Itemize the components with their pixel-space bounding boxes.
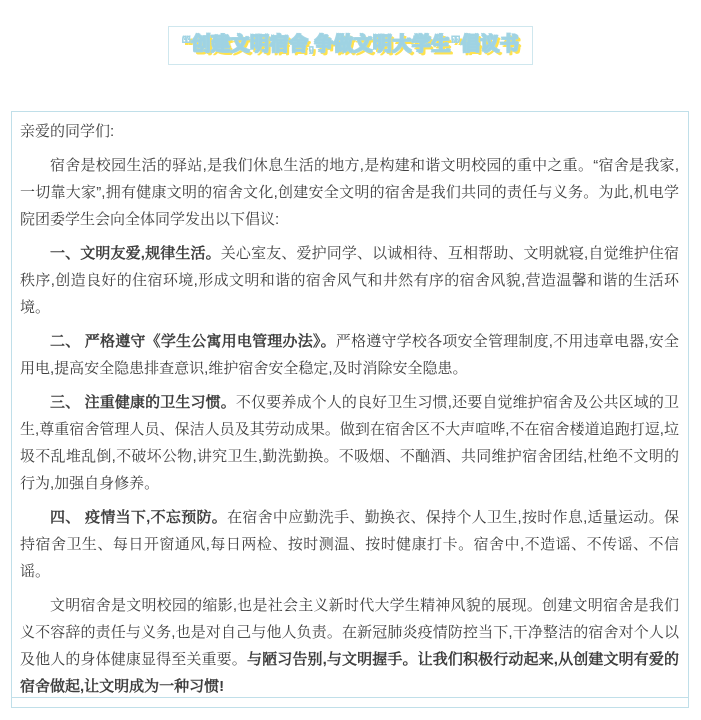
paragraph-text: 关心室友、爱护同学、以诚相待、互相帮助、文明就寝,自觉维护住宿秩序,创造良好的住宿环境,形成文明和谐的宿舍风气和井然有序的宿舍风貌,营造温馨和谐的生活环境。	[20, 245, 680, 316]
paragraph-tail: 与陋习告别,与文明握手。让我们积极行动起来,从创建文明有爱的宿舍做起,让文明成为一种习惯!	[20, 651, 679, 695]
title-banner	[0, 0, 701, 65]
paragraph-lead: 四、 疫情当下,不忘预防。	[50, 509, 228, 526]
paragraph-text: 宿舍是校园生活的驿站,是我们休息生活的地方,是构建和谐文明校园的重中之重。“宿舍是我家,一切靠大家”,拥有健康文明的宿舍文化,创建安全文明的宿舍是我们共同的责任与义务。为此,机电学院团委学生会向全体同学发出以下倡议:	[20, 157, 679, 228]
initiative-item-3	[20, 389, 679, 497]
paragraph-closing	[20, 592, 679, 698]
paragraph-text: 文明宿舍是文明校园的缩影,也是社会主义新时代大学生精神风貌的展现。创建文明宿舍是我们义不容辞的责任与义务,也是对自己与他人负责。在新冠肺炎疫情防控当下,干净整洁的宿舍对个人以及他人的身体健康显得至关重要。	[20, 597, 679, 668]
page-title: “创建文明宿舍,争做文明大学生”倡议书	[168, 26, 534, 65]
paragraph-text: 严格遵守学校各项安全管理制度,不用违章电器,安全用电,提高安全隐患排查意识,维护宿舍安全稳定,及时消除安全隐患。	[20, 333, 680, 377]
paragraph-lead: 二、 严格遵守《学生公寓用电管理办法》。	[50, 333, 336, 350]
paragraph-lead: 一、文明友爱,规律生活。	[50, 245, 221, 262]
initiative-item-1	[20, 240, 679, 321]
greeting: 亲爱的同学们:	[20, 123, 115, 140]
initiative-item-2	[20, 328, 679, 382]
letter-body	[11, 111, 689, 698]
paragraph-lead: 三、 注重健康的卫生习惯。	[50, 394, 236, 411]
paragraph-intro	[20, 152, 679, 233]
footer-strip	[11, 698, 689, 708]
paragraph-text: 不仅要养成个人的良好卫生习惯,还要自觉维护宿舍及公共区域的卫生,尊重宿舍管理人员、保洁人员及其劳动成果。做到在宿舍区不大声喧哗,不在宿舍楼道追跑打逗,垃圾不乱堆乱倒,不破坏公物,讲究卫生,勤洗勤换。不吸烟、不酗酒、共同维护宿舍团结,杜绝不文明的行为,加强自身修养。	[20, 394, 679, 492]
paragraph-text: 在宿舍中应勤洗手、勤换衣、保持个人卫生,按时作息,适量运动。保持宿舍卫生、每日开窗通风,每日两检、按时测温、按时健康打卡。宿舍中,不造谣、不传谣、不信谣。	[20, 509, 679, 580]
initiative-item-4	[20, 504, 679, 585]
